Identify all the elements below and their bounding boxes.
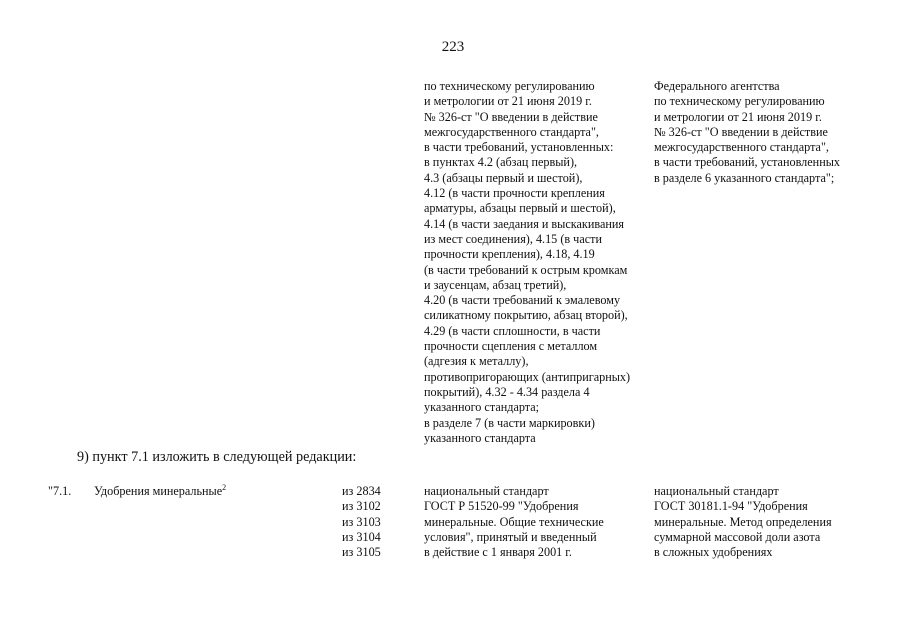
text-line: минеральные. Общие технические: [424, 514, 604, 529]
text-line: 4.29 (в части сплошности, в части: [424, 323, 601, 338]
text-line: из 3102: [342, 499, 381, 514]
text-line: в пунктах 4.2 (абзац первый),: [424, 155, 578, 170]
text-line: в разделе 6 указанного стандарта";: [654, 170, 835, 185]
row-number: "7.1.: [48, 484, 72, 498]
text-line: Федерального агентства: [654, 79, 780, 93]
amendment-instruction: 9) пункт 7.1 изложить в следующей редакции:: [77, 449, 357, 465]
text-line: суммарной массовой доли азота: [654, 529, 821, 544]
text-line: и заусенцам, абзац третий),: [424, 277, 567, 292]
text-line: в разделе 7 (в части маркировки): [424, 415, 595, 430]
text-line: из 3103: [342, 514, 381, 529]
top-middle-column: [424, 79, 630, 446]
row-product-name-text: Удобрения минеральные: [94, 484, 223, 498]
text-line: в действие с 1 января 2001 г.: [424, 545, 572, 560]
text-line: из 3105: [342, 545, 381, 560]
text-line: противопригорающих (антипригарных): [424, 369, 631, 384]
text-line: в части требований, установленных:: [424, 140, 614, 155]
text-line: 4.14 (в части заедания и выскакивания: [424, 216, 625, 231]
text-line: указанного стандарта;: [424, 400, 540, 415]
text-line: национальный стандарт: [424, 484, 549, 498]
text-line: из 2834: [342, 484, 381, 498]
text-line: 4.3 (абзацы первый и шестой),: [424, 170, 583, 185]
text-line: по техническому регулированию: [654, 94, 825, 109]
top-right-column: [654, 79, 840, 186]
text-line: (в части требований к острым кромкам: [424, 262, 628, 277]
text-line: минеральные. Метод определения: [654, 514, 832, 529]
text-line: национальный стандарт: [654, 484, 779, 498]
text-line: межгосударственного стандарта",: [654, 140, 829, 155]
text-line: в части требований, установленных: [654, 155, 840, 170]
text-line: силикатному покрытию, абзац второй),: [424, 308, 628, 323]
row-product-name: [94, 484, 226, 499]
text-line: прочности крепления), 4.18, 4.19: [424, 247, 595, 262]
text-line: (адгезия к металлу),: [424, 354, 529, 369]
text-line: и метрологии от 21 июня 2019 г.: [424, 94, 592, 109]
text-line: из 3104: [342, 529, 381, 544]
text-line: 4.12 (в части прочности крепления: [424, 186, 605, 201]
text-line: условия", принятый и введенный: [424, 529, 597, 544]
text-line: 4.20 (в части требований к эмалевому: [424, 293, 621, 308]
text-line: арматуры, абзацы первый и шестой),: [424, 201, 616, 216]
text-line: покрытий), 4.32 - 4.34 раздела 4: [424, 384, 590, 399]
page-number: 223: [441, 39, 465, 55]
text-line: ГОСТ 30181.1-94 "Удобрения: [654, 499, 808, 514]
row-right-column: [654, 484, 832, 560]
text-line: из мест соединения), 4.15 (в части: [424, 231, 602, 246]
text-line: межгосударственного стандарта",: [424, 124, 599, 139]
footnote-marker: 2: [222, 482, 227, 492]
text-line: в сложных удобрениях: [654, 545, 773, 560]
text-line: № 326-ст "О введении в действие: [654, 124, 828, 139]
tn-ved-codes-column: [342, 484, 381, 560]
text-line: по техническому регулированию: [424, 79, 595, 93]
text-line: и метрологии от 21 июня 2019 г.: [654, 109, 822, 124]
row-middle-column: [424, 484, 604, 560]
text-line: ГОСТ Р 51520-99 "Удобрения: [424, 499, 579, 514]
text-line: № 326-ст "О введении в действие: [424, 109, 598, 124]
text-line: прочности сцепления с металлом: [424, 339, 598, 354]
text-line: указанного стандарта: [424, 430, 536, 445]
